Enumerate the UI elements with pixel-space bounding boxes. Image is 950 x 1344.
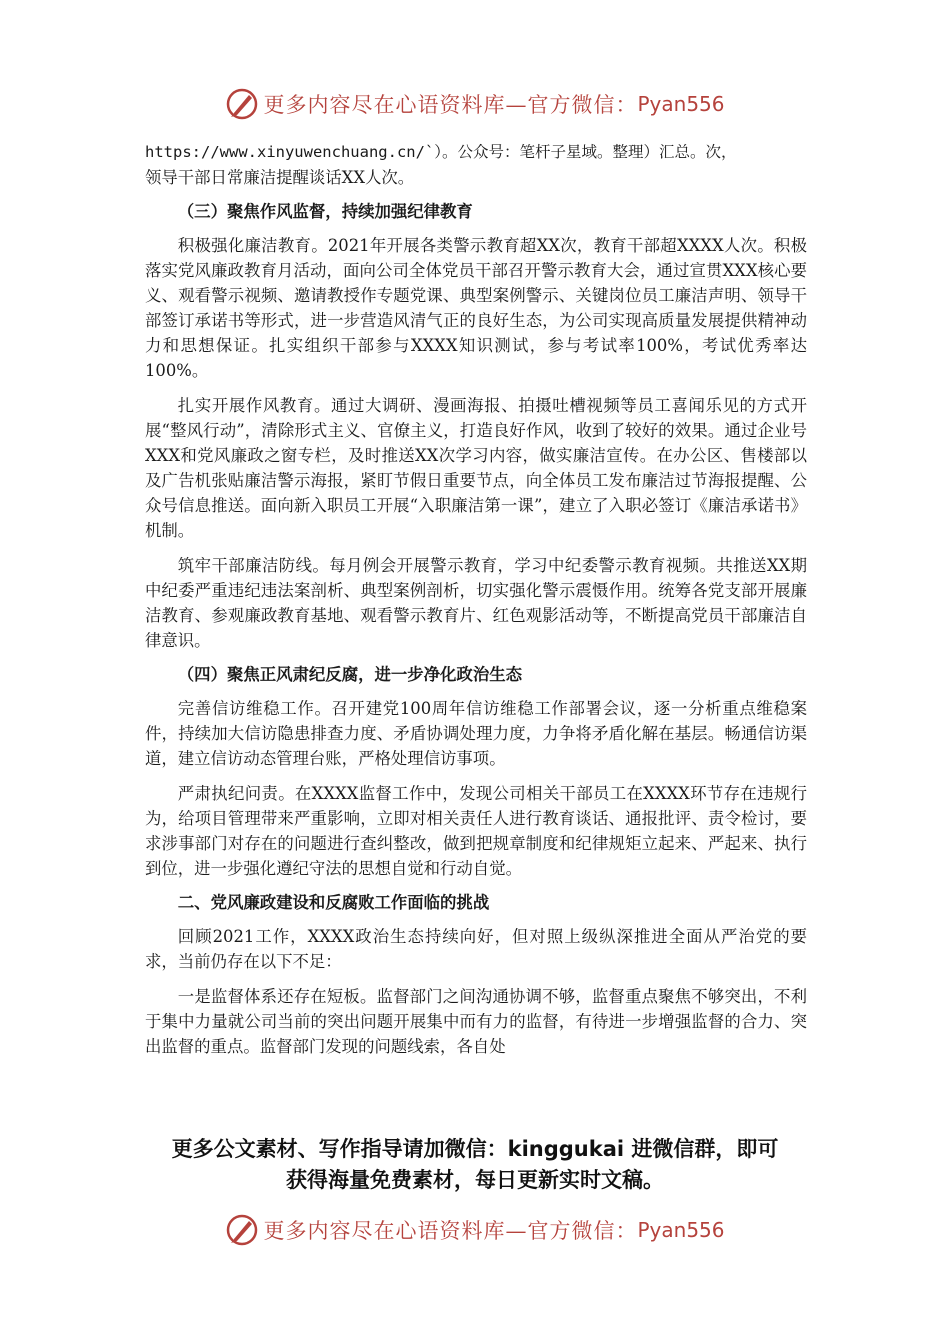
section3-paragraph-1: 积极强化廉洁教育。2021年开展各类警示教育超XX次，教育干部超XXXX人次。积极落实党风廉政教育月活动，面向公司全体党员干部召开警示教育大会，通过宣贯XXX核心要义、观看警示视频、邀请教授作专题党课、典型案例警示、关键岗位员工廉洁声明、领导干部签订承诺书等形式，进一步营造风清气正的良好生态，为公司实现高质量发展提供精神动力和思想保证。扎实组织干部参与XXXX知识测试，参与考试率100%，考试优秀率达100%。 [145,236,807,380]
section-two-paragraph-1: 回顾2021工作，XXXX政治生态持续向好，但对照上级纵深推进全面从严治党的要求，当前仍存在以下不足： [145,927,807,971]
section-two-heading: 二、党风廉政建设和反腐败工作面临的挑战 [177,893,490,912]
banner-wechat-id: Pyan556 [637,92,725,116]
intro-line2: 领导干部日常廉洁提醒谈话XX人次。 [145,168,415,187]
section3-paragraph-2: 扎实开展作风教育。通过大调研、漫画海报、拍摄吐槽视频等员工喜闻乐见的方式开展“整风行动”，清除形式主义、官僚主义，打造良好作风，收到了较好的效果。通过企业号XXX和党风廉政之窗专栏，及时推送XX次学习内容，做实廉洁宣传。在办公区、售楼部以及广告机张贴廉洁警示海报，紧盯节假日重要节点，向全体员工发布廉洁过节海报提醒、公众号信息推送。面向新入职员工开展“入职廉洁第一课”，建立了入职必签订《廉洁承诺书》机制。 [145,396,807,540]
section4-paragraph-1: 完善信访维稳工作。召开建党100周年信访维稳工作部署会议，逐一分析重点维稳案件，持续加大信访隐患排查力度、矛盾协调处理力度，力争将矛盾化解在基层。畅通信访渠道，建立信访动态管理台账，严格处理信访事项。 [145,699,807,768]
section3-heading: （三）聚焦作风监督，持续加强纪律教育 [177,202,473,221]
header-banner [0,82,950,126]
promo-block [0,1134,950,1196]
footer-banner [0,1208,950,1252]
section3-paragraph-3: 筑牢干部廉洁防线。每月例会开展警示教育，学习中纪委警示教育视频。共推送XX期中纪委严重违纪违法案剖析、典型案例剖析，切实强化警示震慑作用。统筹各党支部开展廉洁教育、参观廉政教育基地、观看警示教育片、红色观影活动等，不断提高党员干部廉洁自律意识。 [145,556,807,650]
section4-paragraph-2: 严肃执纪问责。在XXXX监督工作中，发现公司相关干部员工在XXXX环节存在违规行为，给项目管理带来严重影响，立即对相关责任人进行教育谈话、通报批评、责令检讨，要求涉事部门对存在的问题进行查纠整改，做到把规章制度和纪律规矩立起来、严起来、执行到位，进一步强化遵纪守法的思想自觉和行动自觉。 [145,784,807,878]
banner-wechat-id: Pyan556 [637,1218,725,1242]
banner-text: 更多内容尽在心语资料库—官方微信： [263,93,638,117]
banner-text: 更多内容尽在心语资料库—官方微信： [263,1219,638,1243]
promo-line-2: 获得海量免费素材，每日更新实时文稿。 [286,1168,664,1192]
promo-line-1: 更多公文素材、写作指导请加微信：kinggukai 进微信群，即可 [171,1137,779,1161]
section-two-paragraph-2: 一是监督体系还存在短板。监督部门之间沟通协调不够，监督重点聚焦不够突出，不利于集中力量就公司当前的突出问题开展集中而有力的监督，有待进一步增强监督的合力、突出监督的重点。监督部门发现的问题线索，各自处 [145,987,807,1056]
document-body [145,140,807,1059]
pen-logo-icon [225,87,259,121]
section4-heading: （四）聚焦正风肃纪反腐，进一步净化政治生态 [177,665,522,684]
intro-url-line: https://www.xinyuwenchuang.cn/`）。公众号：笔杆子星域。整理）汇总。次， [145,143,737,161]
pen-logo-icon [225,1213,259,1247]
